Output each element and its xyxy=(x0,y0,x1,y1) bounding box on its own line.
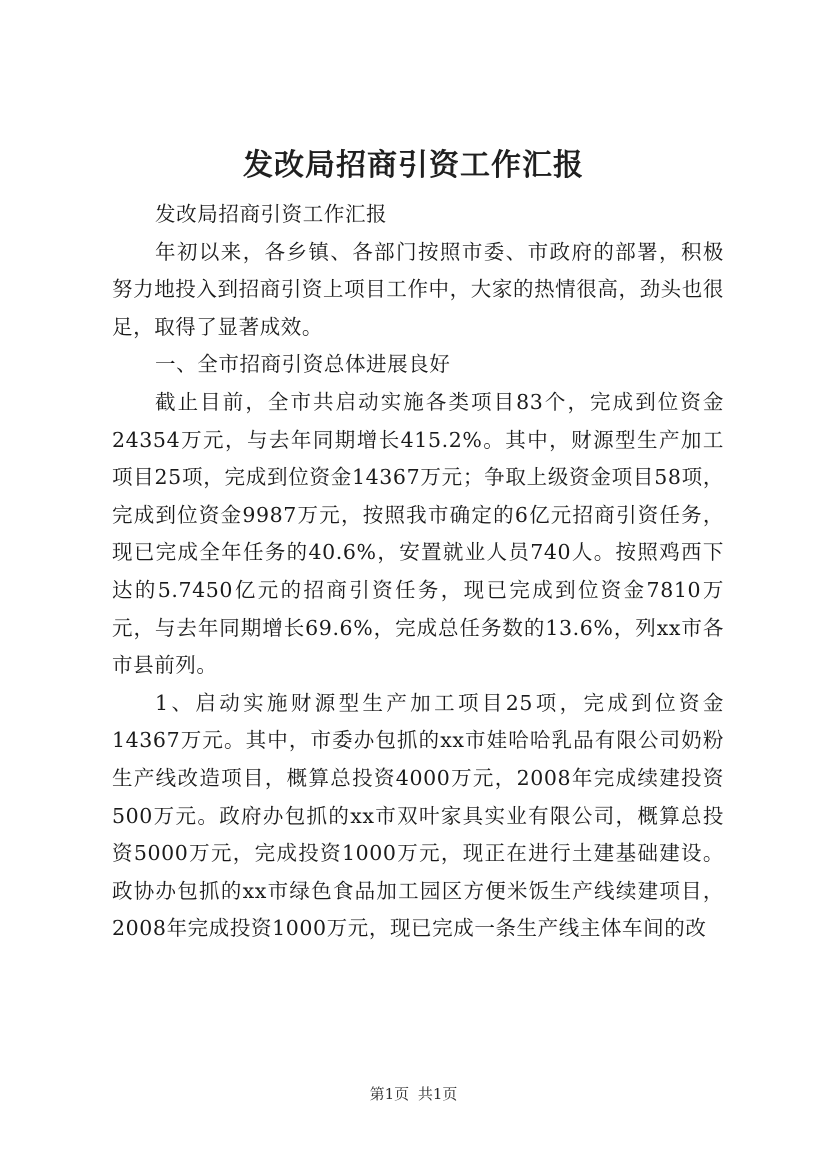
document-title: 发改局招商引资工作汇报 xyxy=(243,148,584,183)
paragraph-intro: 年初以来，各乡镇、各部门按照市委、市政府的部署，积极努力地投入到招商引资上项目工作中，大家的热情很高，劲头也很足，取得了显著成效。 xyxy=(112,239,724,339)
paragraph-subtitle: 发改局招商引资工作汇报 xyxy=(155,202,388,226)
page-number: 第1页 xyxy=(369,1085,410,1103)
section-heading: 一、全市招商引资总体进展良好 xyxy=(155,352,451,377)
document-body xyxy=(112,196,724,948)
page-total: 共1页 xyxy=(417,1085,458,1103)
paragraph-item-1: 1、启动实施财源型生产加工项目25项，完成到位资金14367万元。其中，市委办包抓的xx市娃哈哈乳品有限公司奶粉生产线改造项目，概算总投资4000万元，2008年完成续建投资500万元。政府办包抓的xx市双叶家具实业有限公司，概算总投资5000万元，完成投资1000万元，现正在进行土建基础建设。政协办包抓的xx市绿色食品加工园区方便米饭生产线续建项目，2008年完成投资1000万元，现已完成一条生产线主体车间的改 xyxy=(112,690,724,941)
page-footer xyxy=(0,1084,827,1104)
paragraph-progress: 截止目前，全市共启动实施各类项目83个，完成到位资金24354万元，与去年同期增长415.2%。其中，财源型生产加工项目25项，完成到位资金14367万元；争取上级资金项目58项，完成到位资金9987万元，按照我市确定的6亿元招商引资任务，现已完成全年任务的40.6%，安置就业人员740人。按照鸡西下达的5.7450亿元的招商引资任务，现已完成到位资金7810万元，与去年同期增长69.6%，完成总任务数的13.6%，列xx市各市县前列。 xyxy=(112,389,724,678)
